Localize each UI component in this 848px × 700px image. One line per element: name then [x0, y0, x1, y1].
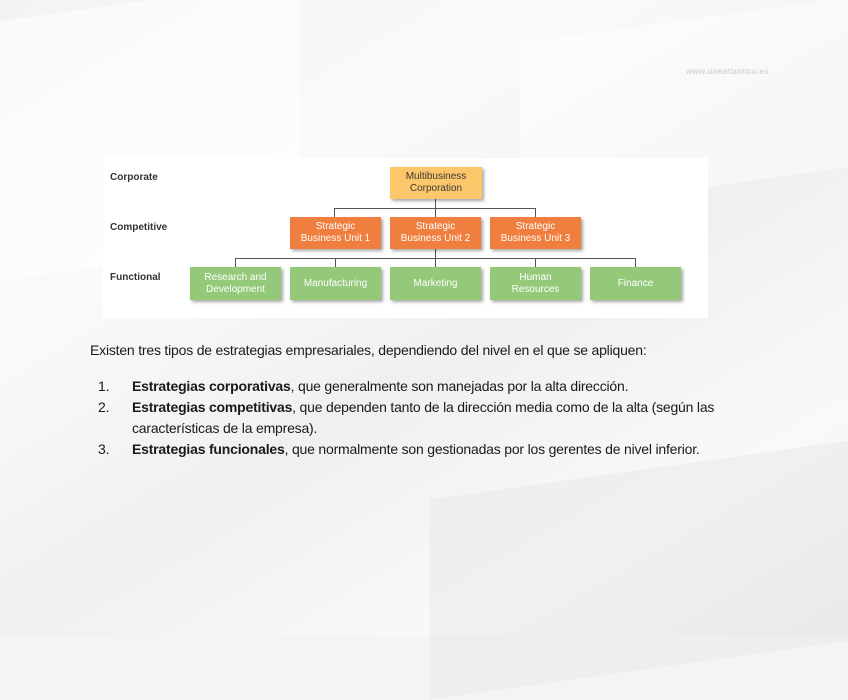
- body-text: [90, 341, 730, 460]
- function-line: Finance: [617, 277, 654, 289]
- list-item-bold: Estrategias funcionales: [132, 441, 285, 457]
- strategy-list: [90, 376, 730, 460]
- connector-line: [435, 199, 436, 208]
- business-unit-box-3: [490, 217, 581, 249]
- function-line: Human: [519, 271, 552, 283]
- level-label-corporate: Corporate: [110, 172, 158, 183]
- list-item: [90, 397, 730, 439]
- business-unit-line: Business Unit 2: [400, 233, 471, 244]
- connector-line: [635, 258, 636, 267]
- list-number: 1.: [98, 378, 110, 394]
- function-line: Development: [206, 283, 265, 295]
- business-unit-line: Strategic: [315, 221, 356, 232]
- list-number: 3.: [98, 441, 110, 457]
- connector-line: [435, 258, 436, 267]
- business-unit-box-1: [290, 217, 381, 249]
- org-chart-diagram: [103, 158, 708, 318]
- connector-line: [535, 258, 536, 267]
- level-label-competitive: Competitive: [110, 222, 168, 233]
- corporate-box-line: Corporation: [409, 183, 463, 194]
- connector-line: [435, 249, 436, 258]
- connector-line: [535, 208, 536, 217]
- corporate-box-line: Multibusiness: [405, 171, 467, 182]
- level-label-functional: Functional: [110, 272, 161, 283]
- list-item-bold: Estrategias corporativas: [132, 378, 291, 394]
- business-unit-box-2: [390, 217, 481, 249]
- business-unit-line: Business Unit 3: [500, 233, 571, 244]
- function-line: Resources: [511, 283, 560, 295]
- connector-line: [334, 208, 335, 217]
- business-unit-line: Business Unit 1: [300, 233, 371, 244]
- corporate-box: [390, 167, 482, 199]
- business-unit-line: Strategic: [415, 221, 456, 232]
- connector-line: [435, 208, 436, 217]
- function-box-human-resources: [490, 267, 581, 300]
- intro-paragraph: Existen tres tipos de estrategias empresariales, dependiendo del nivel en el que se apliquen:: [90, 342, 647, 358]
- list-item: [90, 376, 730, 397]
- list-item: [90, 439, 730, 460]
- function-box-finance: [590, 267, 681, 300]
- function-box-marketing: [390, 267, 481, 300]
- connector-line: [335, 258, 336, 267]
- function-line: Research and: [204, 271, 267, 283]
- function-box-manufacturing: [290, 267, 381, 300]
- watermark-url: www.uneatlantico.es: [686, 67, 769, 76]
- function-box-research-development: [190, 267, 281, 300]
- list-item-text: , que dependen tanto de la dirección media como de la alta (según las características de la empresa).: [132, 399, 715, 436]
- function-line: Marketing: [413, 277, 458, 289]
- function-line: Manufacturing: [303, 277, 368, 289]
- list-item-text: , que generalmente son manejadas por la alta dirección.: [290, 378, 629, 394]
- list-item-text: , que normalmente son gestionadas por los gerentes de nivel inferior.: [284, 441, 700, 457]
- list-number: 2.: [98, 399, 110, 415]
- list-item-bold: Estrategias competitivas: [132, 399, 293, 415]
- business-unit-line: Strategic: [515, 221, 556, 232]
- connector-line: [235, 258, 236, 267]
